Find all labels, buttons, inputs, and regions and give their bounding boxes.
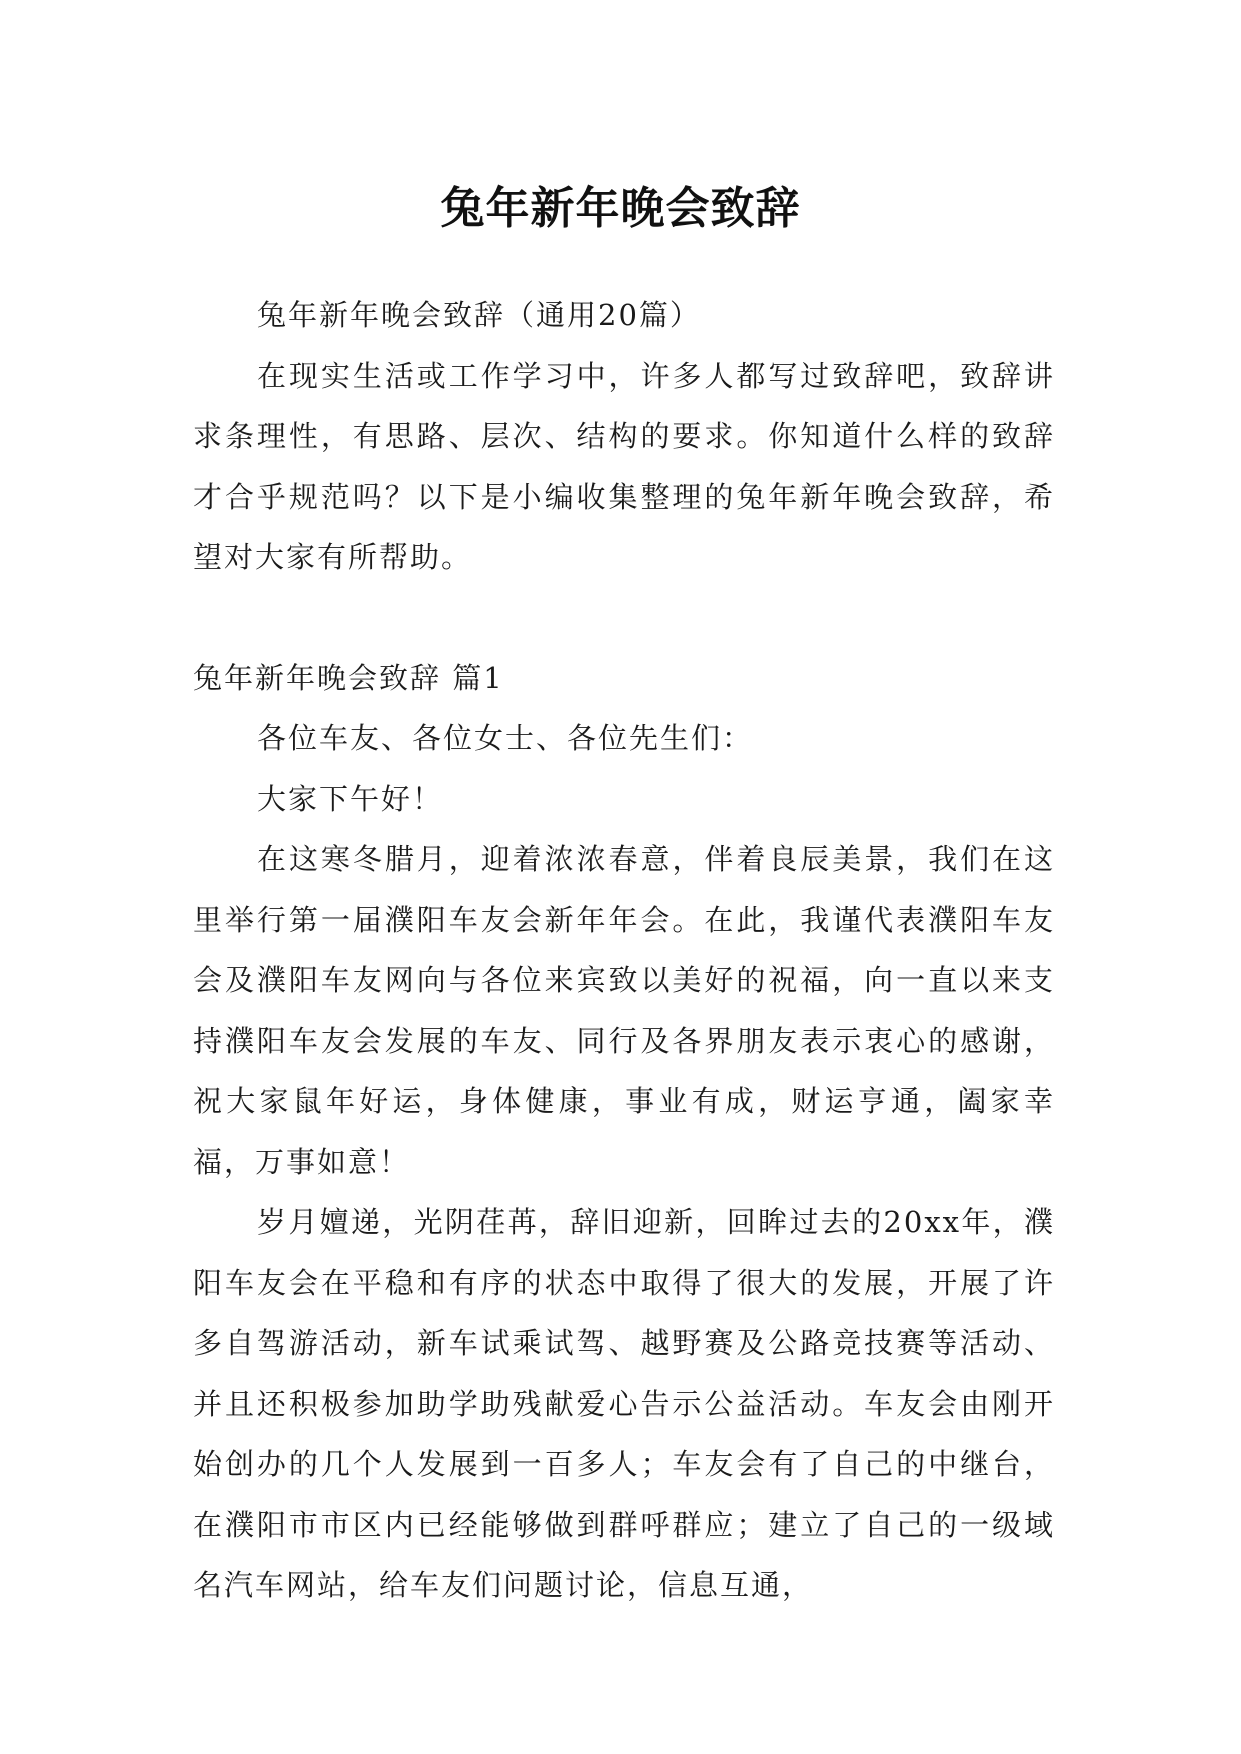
document-subtitle: 兔年新年晚会致辞（通用20篇） [257, 298, 701, 332]
salutation-paragraph: 各位车友、各位女士、各位先生们： [257, 721, 754, 755]
body-paragraph: 在这寒冬腊月，迎着浓浓春意，伴着良辰美景，我们在这里举行第一届濮阳车友会新年年会。在此，我谨代表濮阳车友会及濮阳车友网向与各位来宾致以美好的祝福，向一直以来支持濮阳车友会发展的车友、同行及各界朋友表示衷心的感谢，祝大家鼠年好运，身体健康，事业有成，财运亨通，阖家幸福，万事如意！ [193, 842, 1055, 1179]
document-body [193, 285, 1055, 1616]
section-spacer [193, 588, 1055, 648]
page-title: 兔年新年晚会致辞 [440, 183, 801, 235]
greeting-paragraph: 大家下午好！ [257, 781, 444, 816]
body-paragraph: 岁月嬗递，光阴荏苒，辞旧迎新，回眸过去的20xx年，濮阳车友会在平稳和有序的状态中取得了很大的发展，开展了许多自驾游活动，新车试乘试驾、越野赛及公路竞技赛等活动、并且还积极参加助学助残献爱心告示公益活动。车友会由刚开始创办的几个人发展到一百多人；车友会有了自己的中继台，在濮阳市市区内已经能够做到群呼群应；建立了自己的一级域名汽车网站，给车友们问题讨论，信息互通， [193, 1205, 1055, 1602]
section-heading: 兔年新年晚会致辞 篇1 [193, 660, 504, 695]
intro-paragraph: 在现实生活或工作学习中，许多人都写过致辞吧，致辞讲求条理性，有思路、层次、结构的要求。你知道什么样的致辞才合乎规范吗？以下是小编收集整理的兔年新年晚会致辞，希望对大家有所帮助。 [193, 358, 1055, 574]
